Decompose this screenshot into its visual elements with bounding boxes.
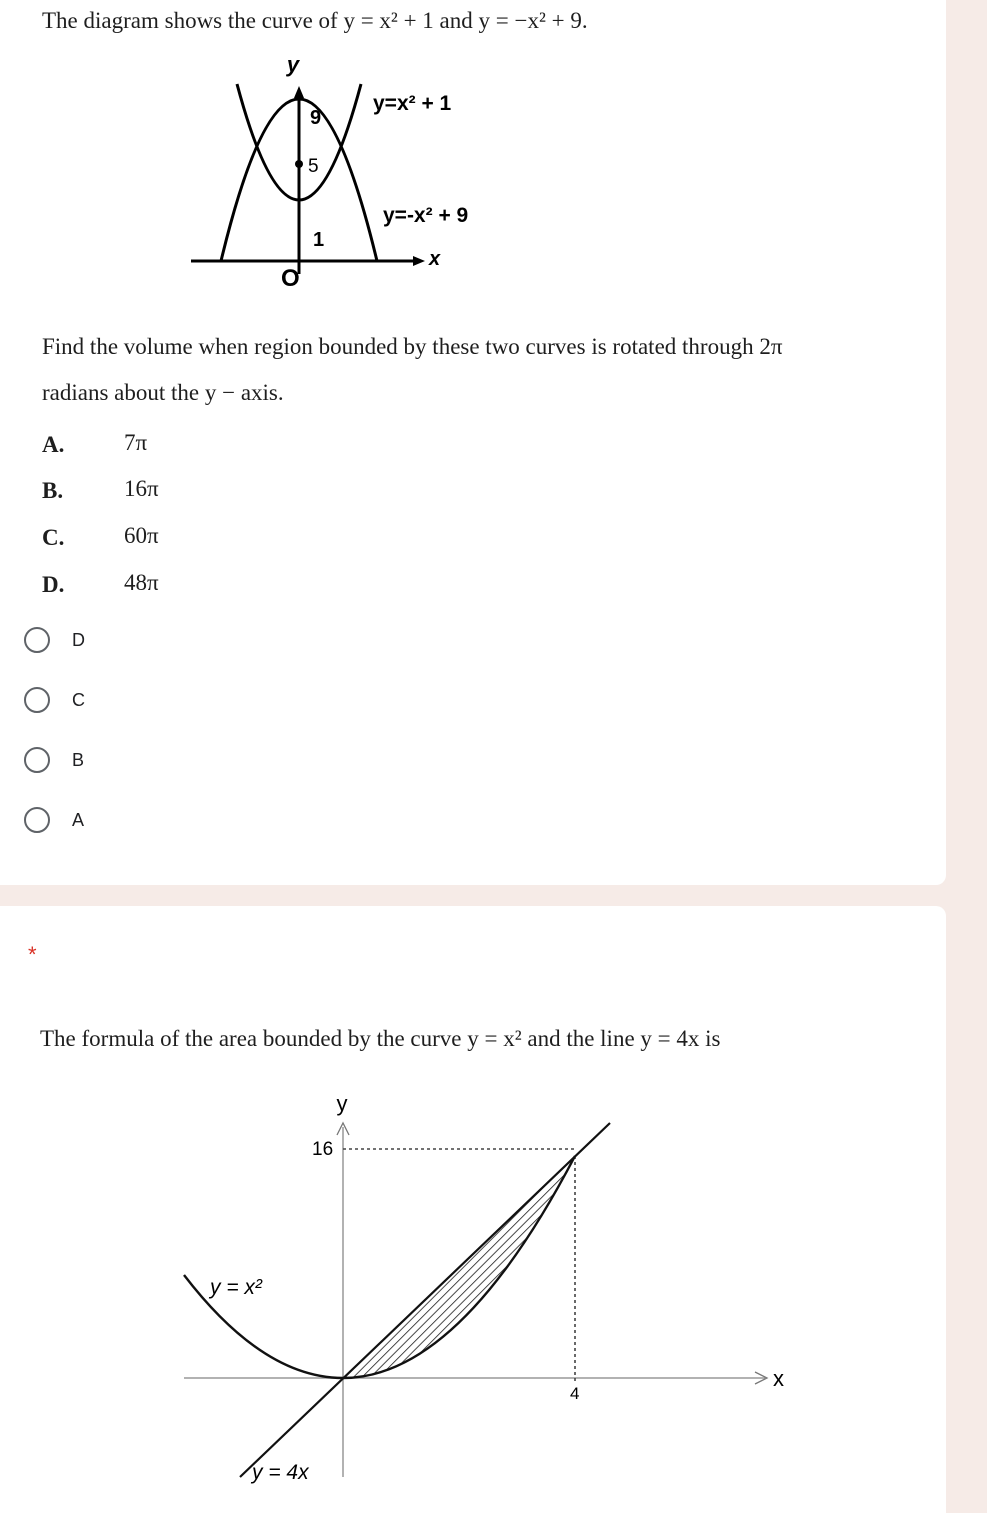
radio-option-b[interactable] xyxy=(24,744,84,776)
y-axis-label: y xyxy=(286,52,300,77)
tick-9-label: 9 xyxy=(310,107,322,129)
lower-curve-label: y=-x² + 9 xyxy=(383,204,469,227)
curve-label: y = x² xyxy=(210,1276,262,1299)
option-c-value: 60π xyxy=(124,523,159,548)
option-d-value: 48π xyxy=(124,570,159,595)
radio-circle-icon[interactable] xyxy=(24,627,50,653)
x-axis-arrow-icon xyxy=(413,256,425,266)
option-a-letter: A. xyxy=(42,432,65,457)
area-diagram xyxy=(170,1085,810,1505)
radio-option-a[interactable] xyxy=(24,804,84,836)
radio-circle-icon[interactable] xyxy=(24,747,50,773)
radio-label-b: B xyxy=(72,749,85,770)
option-a-value: 7π xyxy=(124,430,148,455)
option-c-letter: C. xyxy=(42,525,65,550)
x-axis-label: x xyxy=(429,248,441,270)
radio-label-c: C xyxy=(72,689,85,710)
tick-5-label: 5 xyxy=(308,156,319,177)
intersection-point xyxy=(295,160,303,168)
question-prompt-line-2: radians about the y − axis. xyxy=(42,380,284,405)
option-b-value: 16π xyxy=(124,476,159,501)
upper-curve-label: y=x² + 1 xyxy=(373,92,452,115)
line-label: y = 4x xyxy=(252,1461,309,1484)
x-axis-label: x xyxy=(773,1366,784,1391)
radio-circle-icon[interactable] xyxy=(24,807,50,833)
parabola-diagram xyxy=(185,52,515,297)
y-axis-arrow-icon xyxy=(294,86,304,98)
option-d-letter: D. xyxy=(42,572,65,597)
question-intro: The diagram shows the curve of y = x² + 1 and y = −x² + 9. xyxy=(42,8,588,33)
question-prompt-line-1: Find the volume when region bounded by these two curves is rotated through 2π xyxy=(42,334,783,359)
radio-option-d[interactable] xyxy=(24,624,85,656)
origin-label: O xyxy=(281,265,300,292)
line-y-4x xyxy=(240,1123,610,1477)
radio-circle-icon[interactable] xyxy=(24,687,50,713)
tick-1-label: 1 xyxy=(313,229,325,251)
radio-label-d: D xyxy=(72,629,85,650)
radio-label-a: A xyxy=(72,809,85,830)
radio-option-c[interactable] xyxy=(24,684,85,716)
tick-16-label: 16 xyxy=(312,1139,334,1160)
tick-4-label: 4 xyxy=(570,1384,580,1403)
option-b-letter: B. xyxy=(42,478,64,503)
y-axis-label: y xyxy=(336,1091,348,1116)
question-2-prompt: The formula of the area bounded by the curve y = x² and the line y = 4x is xyxy=(40,1026,721,1051)
required-marker: * xyxy=(28,942,37,967)
